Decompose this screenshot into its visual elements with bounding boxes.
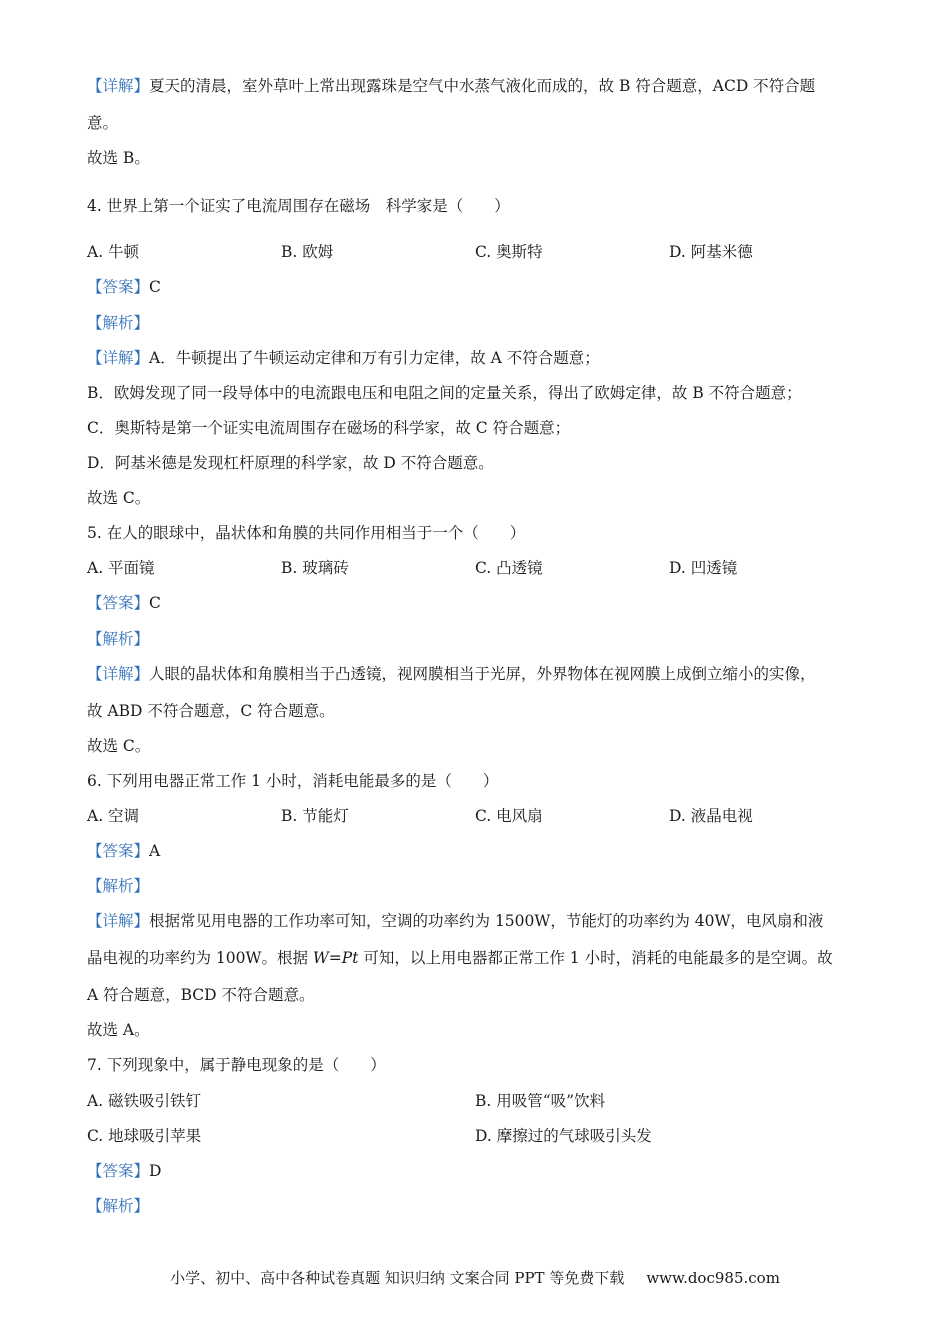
q5-answer: 【答案】C <box>87 594 161 612</box>
q6-conclusion: 故选 A。 <box>87 1021 150 1039</box>
q4-detail-line2: B．欧姆发现了同一段导体中的电流跟电压和电阻之间的定量关系，得出了欧姆定律，故 B 不符合题意； <box>87 384 802 402</box>
detail-tag: 【详解】 <box>87 77 150 95</box>
q5-stem: 5. 在人的眼球中，晶状体和角膜的共同作用相当于一个（ ） <box>87 524 526 542</box>
q7-stem: 7. 下列现象中，属于静电现象的是（ ） <box>87 1056 386 1074</box>
q4-detail-line4: D．阿基米德是发现杠杆原理的科学家，故 D 不符合题意。 <box>87 454 494 472</box>
q6-option-b: B. 节能灯 <box>281 807 349 825</box>
q7-analysis-tag: 【解析】 <box>87 1197 150 1215</box>
q3-conclusion: 故选 B。 <box>87 149 150 167</box>
q6-option-a: A. 空调 <box>87 807 140 825</box>
q3-detail-line1: 【详解】夏天的清晨，室外草叶上常出现露珠是空气中水蒸气液化而成的，故 B 符合题意，ACD 不符合题 <box>87 77 816 95</box>
q4-option-b: B. 欧姆 <box>281 243 334 261</box>
q4-detail-line1: 【详解】A．牛顿提出了牛顿运动定律和万有引力定律，故 A 不符合题意； <box>87 349 600 367</box>
q5-option-d: D. 凹透镜 <box>669 559 738 577</box>
q6-analysis-tag: 【解析】 <box>87 877 150 895</box>
q7-answer: 【答案】D <box>87 1162 162 1180</box>
q4-option-c: C. 奥斯特 <box>475 243 543 261</box>
q5-detail-line2: 故 ABD 不符合题意，C 符合题意。 <box>87 702 335 720</box>
q4-answer: 【答案】C <box>87 278 161 296</box>
footer-text: 小学、初中、高中各种试卷真题 知识归纳 文案合同 PPT 等免费下载 <box>170 1269 625 1287</box>
q6-option-d: D. 液晶电视 <box>669 807 753 825</box>
q6-option-c: C. 电风扇 <box>475 807 543 825</box>
q7-option-d: D. 摩擦过的气球吸引头发 <box>475 1127 652 1145</box>
q7-option-c: C. 地球吸引苹果 <box>87 1127 202 1145</box>
q5-option-b: B. 玻璃砖 <box>281 559 349 577</box>
q5-option-a: A. 平面镜 <box>87 559 155 577</box>
q4-stem: 4. 世界上第一个证实了电流周围存在磁场 科学家是（ ） <box>87 197 510 215</box>
q6-detail-line3: A 符合题意，BCD 不符合题意。 <box>87 986 315 1004</box>
page-footer <box>0 1268 950 1288</box>
q5-option-c: C. 凸透镜 <box>475 559 543 577</box>
q4-conclusion: 故选 C。 <box>87 489 151 507</box>
q6-answer: 【答案】A <box>87 842 161 860</box>
q4-analysis-tag: 【解析】 <box>87 314 150 332</box>
q6-stem: 6. 下列用电器正常工作 1 小时，消耗电能最多的是（ ） <box>87 772 499 790</box>
q4-option-d: D. 阿基米德 <box>669 243 753 261</box>
footer-url[interactable]: www.doc985.com <box>646 1269 780 1287</box>
q4-option-a: A. 牛顿 <box>87 243 140 261</box>
q5-analysis-tag: 【解析】 <box>87 630 150 648</box>
q5-conclusion: 故选 C。 <box>87 737 151 755</box>
q4-detail-line3: C．奥斯特是第一个证实电流周围存在磁场的科学家，故 C 符合题意； <box>87 419 571 437</box>
q6-detail-line2: 晶电视的功率约为 100W。根据 W=Pt 可知，以上用电器都正常工作 1 小时，消耗的电能最多的是空调。故 <box>87 949 833 967</box>
formula: W=Pt <box>312 949 359 967</box>
q5-detail-line1: 【详解】人眼的晶状体和角膜相当于凸透镜，视网膜相当于光屏，外界物体在视网膜上成倒立缩小的实像， <box>87 665 816 683</box>
q3-detail-line2: 意。 <box>87 114 119 132</box>
q6-detail-line1: 【详解】根据常见用电器的工作功率可知，空调的功率约为 1500W，节能灯的功率约为 40W，电风扇和液 <box>87 912 824 930</box>
q7-option-a: A. 磁铁吸引铁钉 <box>87 1092 202 1110</box>
q7-option-b: B. 用吸管“吸”饮料 <box>475 1092 606 1110</box>
